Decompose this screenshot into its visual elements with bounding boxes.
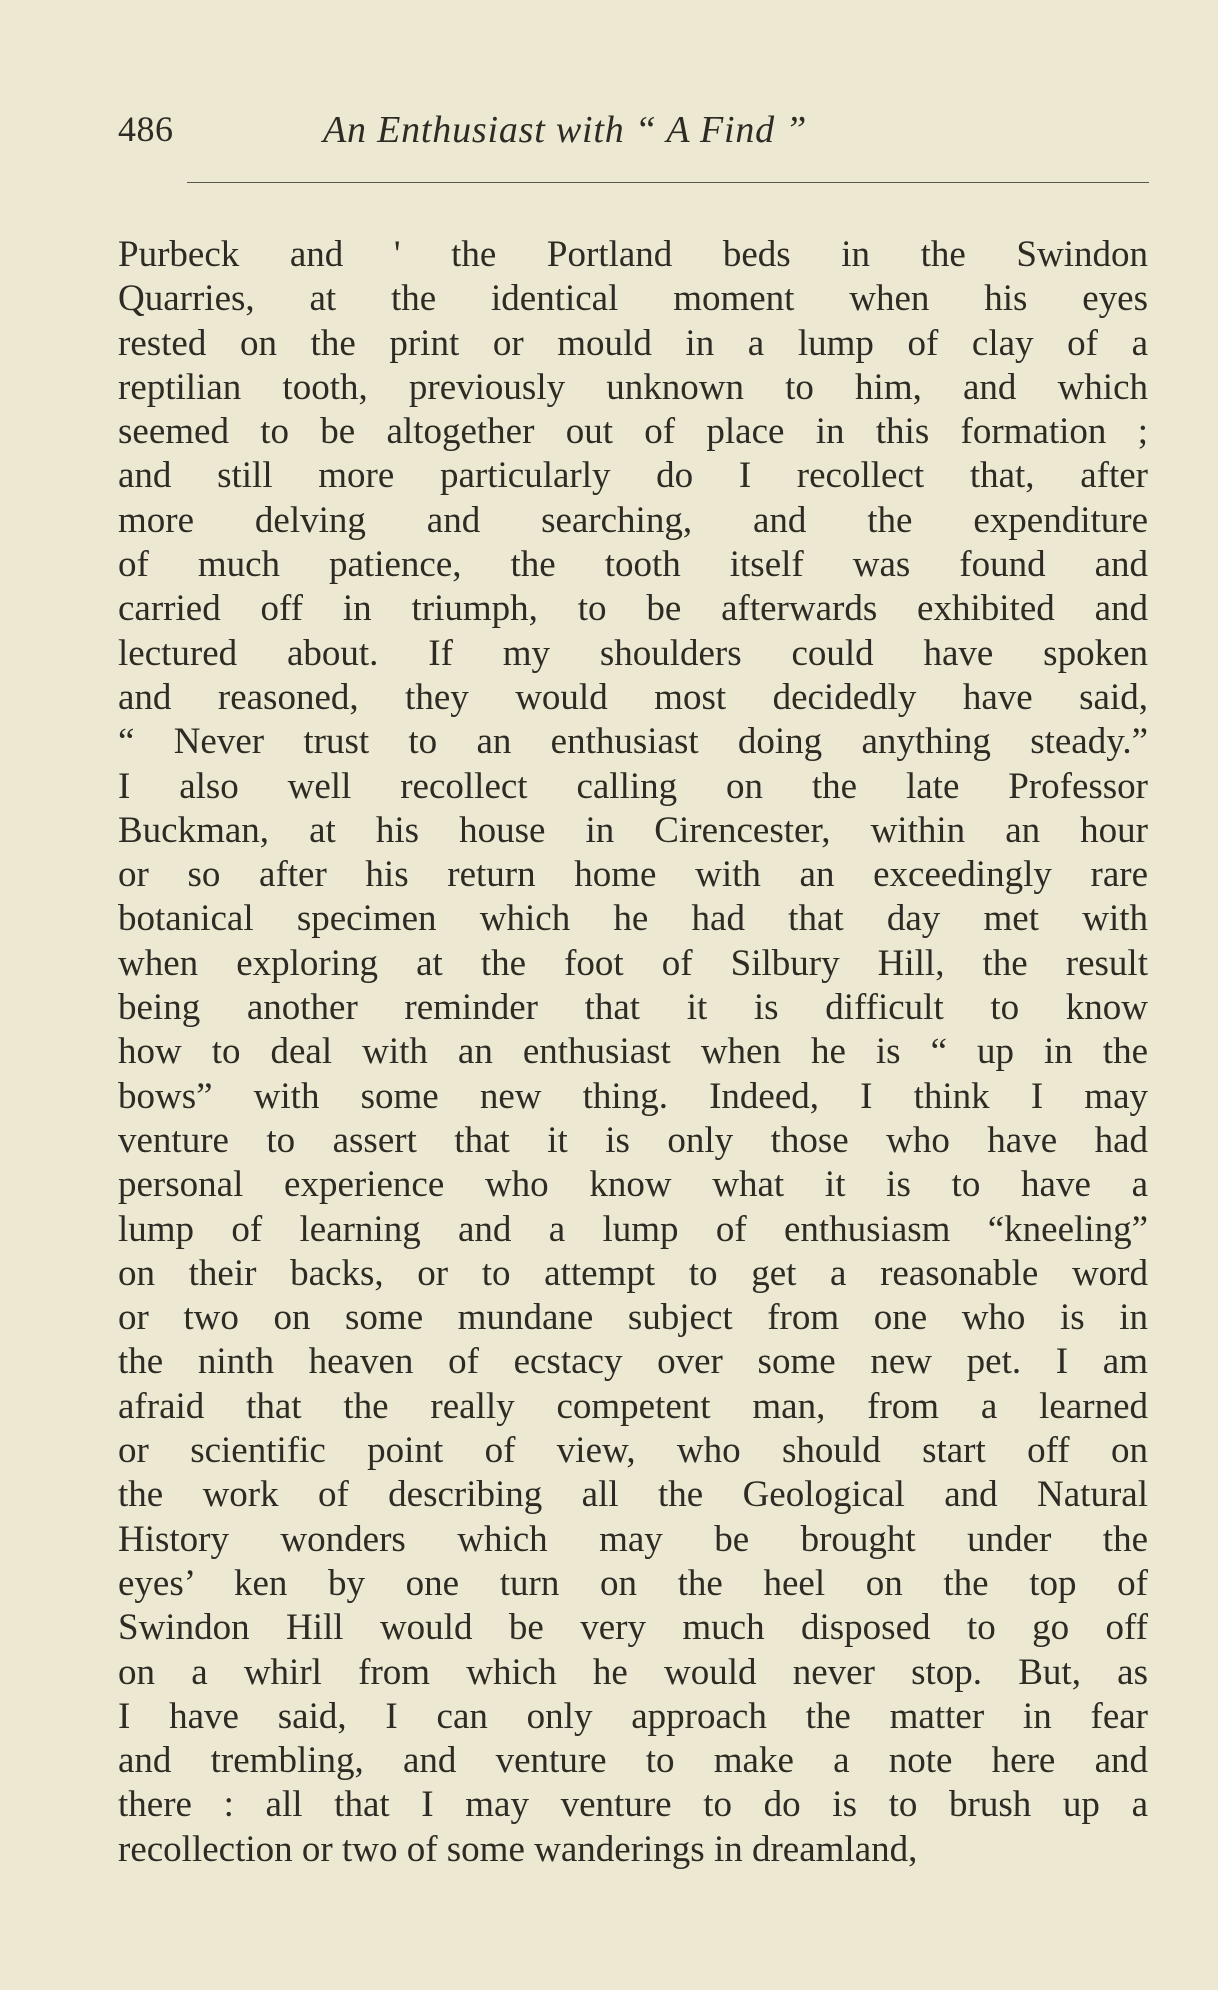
text-line: or two on some mundane subject from one who is in [118, 1297, 1148, 1339]
body-text [118, 233, 1148, 1872]
text-line: the work of describing all the Geological and Natural [118, 1474, 1148, 1516]
text-line: and still more particularly do I recollect that, after [118, 455, 1148, 497]
text-line: more delving and searching, and the expenditure [118, 499, 1148, 541]
text-line: I also well recollect calling on the late Professor [118, 765, 1148, 807]
text-line: carried off in triumph, to be afterwards exhibited and [118, 588, 1148, 630]
text-line: how to deal with an enthusiast when he is “ up in the [118, 1031, 1148, 1073]
text-line: Purbeck and ' the Portland beds in the Swindon [118, 234, 1148, 275]
text-line: “ Never trust to an enthusiast doing anything steady.” [118, 721, 1148, 763]
text-line: afraid that the really competent man, from a learned [118, 1385, 1148, 1427]
text-line: the ninth heaven of ecstacy over some new pet. I am [118, 1341, 1148, 1383]
text-line: venture to assert that it is only those who have had [118, 1119, 1148, 1161]
text-line: when exploring at the foot of Silbury Hill, the result [118, 942, 1148, 984]
page-number: 486 [118, 109, 174, 149]
text-line: on their backs, or to attempt to get a reasonable word [118, 1252, 1148, 1294]
text-line: botanical specimen which he had that day met with [118, 898, 1148, 940]
text-line: reptilian tooth, previously unknown to him, and which [118, 366, 1148, 408]
text-line: rested on the print or mould in a lump of clay of a [118, 322, 1148, 364]
text-line: and trembling, and venture to make a note here and [118, 1740, 1148, 1782]
page-header [118, 108, 1148, 164]
text-line: there : all that I may venture to do is to brush up a [118, 1784, 1148, 1826]
text-line: and reasoned, they would most decidedly have said, [118, 676, 1148, 718]
text-line: eyes’ ken by one turn on the heel on the top of [118, 1562, 1148, 1604]
text-line: being another reminder that it is difficult to know [118, 987, 1148, 1029]
text-line: bows” with some new thing. Indeed, I think I may [118, 1075, 1148, 1117]
text-line: or so after his return home with an exceedingly rare [118, 854, 1148, 896]
text-line: recollection or two of some wanderings in dreamland, [118, 1828, 918, 1870]
text-line: on a whirl from which he would never stop. But, as [118, 1651, 1148, 1693]
text-line: Buckman, at his house in Cirencester, within an hour [118, 809, 1148, 851]
text-line: Quarries, at the identical moment when his eyes [118, 278, 1148, 320]
text-line: History wonders which may be brought under the [118, 1518, 1148, 1560]
text-line: personal experience who know what it is to have a [118, 1164, 1148, 1206]
text-line: Swindon Hill would be very much disposed to go off [118, 1607, 1148, 1649]
text-line: lectured about. If my shoulders could have spoken [118, 632, 1148, 674]
text-line: lump of learning and a lump of enthusiasm “kneeling” [118, 1208, 1148, 1250]
text-line: or scientific point of view, who should start off on [118, 1430, 1148, 1472]
text-line: I have said, I can only approach the matter in fear [118, 1695, 1148, 1737]
running-title: An Enthusiast with “ A Find ” [323, 109, 808, 151]
header-rule [187, 182, 1149, 183]
text-line: seemed to be altogether out of place in this formation ; [118, 411, 1148, 453]
text-line: of much patience, the tooth itself was found and [118, 544, 1148, 586]
